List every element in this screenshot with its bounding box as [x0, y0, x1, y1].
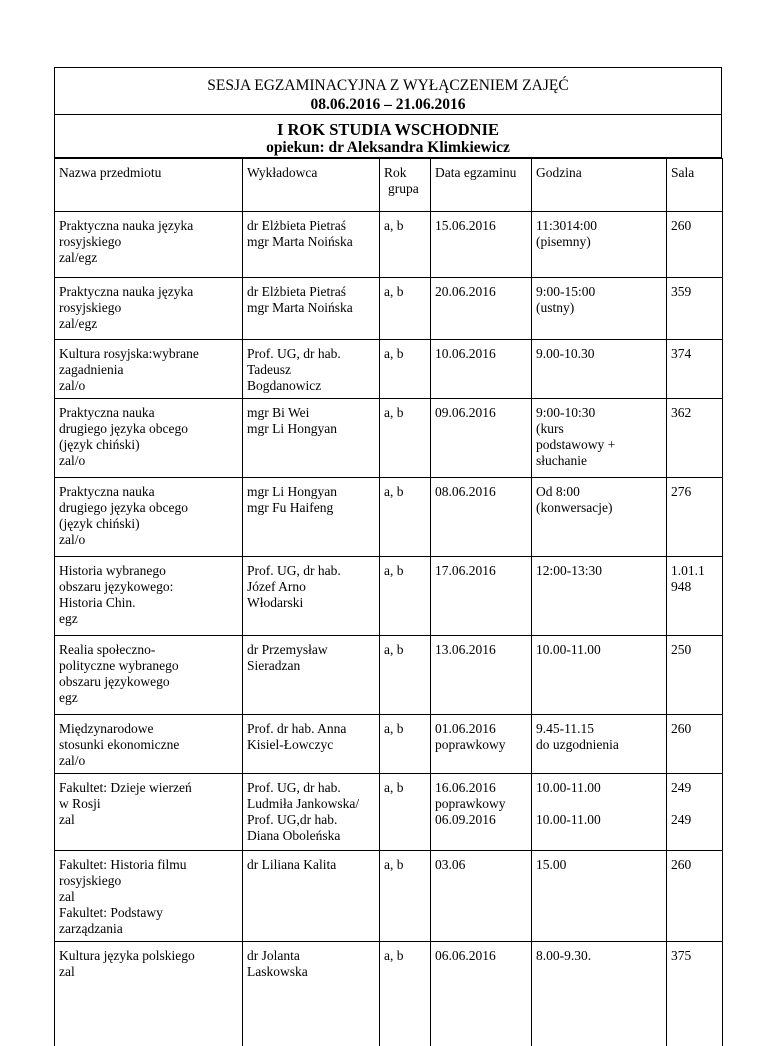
cell-exam-time: [532, 715, 667, 774]
cell-lecturer-line: Diana Oboleńska: [247, 828, 375, 844]
cell-exam-date: [431, 478, 532, 557]
cell-exam-time-line: 12:00-13:30: [536, 563, 662, 579]
program-header: [54, 115, 722, 158]
column-header-time: Godzina: [532, 159, 667, 212]
cell-lecturer-line: mgr Bi Wei: [247, 405, 375, 421]
cell-lecturer: [243, 478, 380, 557]
cell-lecturer: [243, 851, 380, 942]
cell-exam-date-line: 06.09.2016: [435, 812, 527, 828]
cell-lecturer-line: Prof. UG, dr hab.: [247, 346, 375, 362]
cell-exam-time-line: 9:00-10:30: [536, 405, 662, 421]
cell-room: [667, 774, 723, 851]
table-row: [55, 557, 723, 636]
cell-lecturer-line: Józef Arno: [247, 579, 375, 595]
cell-lecturer-line: Laskowska: [247, 964, 375, 980]
cell-subject-line: Praktyczna nauka: [59, 484, 238, 500]
table-row: [55, 478, 723, 557]
cell-room: [667, 340, 723, 399]
cell-room-line: 1.01.1: [671, 563, 718, 579]
cell-subject-line: Fakultet: Dzieje wierzeń: [59, 780, 238, 796]
cell-exam-date: [431, 399, 532, 478]
cell-lecturer: [243, 399, 380, 478]
cell-lecturer-line: Sieradzan: [247, 658, 375, 674]
cell-subject-line: Kultura rosyjska:wybrane: [59, 346, 238, 362]
cell-lecturer: [243, 557, 380, 636]
column-header-year: Rok: [384, 165, 426, 181]
cell-exam-date-line: 13.06.2016: [435, 642, 527, 658]
session-dates: 08.06.2016 – 21.06.2016: [55, 95, 721, 114]
cell-lecturer-line: Bogdanowicz: [247, 378, 375, 394]
cell-exam-date-line: 01.06.2016: [435, 721, 527, 737]
cell-subject-line: (język chiński): [59, 437, 238, 453]
table-row: [55, 278, 723, 340]
cell-lecturer: [243, 340, 380, 399]
cell-subject-line: drugiego języka obcego: [59, 500, 238, 516]
cell-subject-line: Historia Chin.: [59, 595, 238, 611]
cell-subject-line: zal/egz: [59, 250, 238, 266]
cell-subject-line: polityczne wybranego: [59, 658, 238, 674]
cell-room: [667, 399, 723, 478]
cell-exam-date-line: 10.06.2016: [435, 346, 527, 362]
cell-room-line: [671, 796, 718, 812]
cell-year-group: a, b: [380, 478, 431, 557]
cell-subject-line: zal: [59, 812, 238, 828]
column-header-group: grupa: [384, 181, 426, 197]
cell-lecturer: [243, 774, 380, 851]
cell-lecturer-line: Tadeusz: [247, 362, 375, 378]
cell-lecturer: [243, 636, 380, 715]
cell-year-group: a, b: [380, 399, 431, 478]
cell-exam-time-line: (konwersacje): [536, 500, 662, 516]
cell-exam-time-line: [536, 796, 662, 812]
cell-subject: [55, 212, 243, 278]
cell-exam-time: [532, 340, 667, 399]
cell-lecturer-line: dr Elżbieta Pietraś: [247, 284, 375, 300]
cell-exam-time-line: (pisemny): [536, 234, 662, 250]
cell-exam-time: [532, 278, 667, 340]
cell-year-group: a, b: [380, 557, 431, 636]
table-row: [55, 851, 723, 942]
cell-room-line: 374: [671, 346, 718, 362]
cell-lecturer-line: Prof. dr hab. Anna: [247, 721, 375, 737]
cell-exam-date-line: 20.06.2016: [435, 284, 527, 300]
cell-subject: [55, 340, 243, 399]
column-header-date: Data egzaminu: [431, 159, 532, 212]
cell-subject-line: Praktyczna nauka języka: [59, 218, 238, 234]
cell-subject-line: egz: [59, 690, 238, 706]
cell-subject-line: Praktyczna nauka: [59, 405, 238, 421]
cell-year-group: a, b: [380, 340, 431, 399]
column-header-lecturer: Wykładowca: [243, 159, 380, 212]
cell-lecturer-line: Ludmiła Jankowska/: [247, 796, 375, 812]
cell-exam-time-line: 9:00-15:00: [536, 284, 662, 300]
table-row: [55, 715, 723, 774]
cell-exam-date: [431, 278, 532, 340]
cell-exam-date: [431, 557, 532, 636]
cell-lecturer-line: dr Liliana Kalita: [247, 857, 375, 873]
cell-exam-date: [431, 715, 532, 774]
cell-subject-line: rosyjskiego: [59, 873, 238, 889]
cell-room-line: 260: [671, 721, 718, 737]
table-row: [55, 212, 723, 278]
cell-subject-line: zagadnienia: [59, 362, 238, 378]
cell-room: [667, 715, 723, 774]
cell-room-line: 948: [671, 579, 718, 595]
cell-subject-line: rosyjskiego: [59, 234, 238, 250]
cell-exam-time: [532, 212, 667, 278]
table-row: [55, 340, 723, 399]
cell-lecturer-line: Prof. UG, dr hab.: [247, 780, 375, 796]
cell-lecturer-line: dr Jolanta: [247, 948, 375, 964]
cell-exam-time-line: do uzgodnienia: [536, 737, 662, 753]
cell-lecturer: [243, 212, 380, 278]
cell-subject-line: Realia społeczno-: [59, 642, 238, 658]
cell-room-line: 250: [671, 642, 718, 658]
cell-year-group: a, b: [380, 715, 431, 774]
cell-room-line: 359: [671, 284, 718, 300]
cell-exam-time-line: 10.00-11.00: [536, 642, 662, 658]
cell-room: [667, 851, 723, 942]
cell-exam-time-line: Od 8:00: [536, 484, 662, 500]
table-row: [55, 774, 723, 851]
cell-year-group: a, b: [380, 851, 431, 942]
cell-subject-line: stosunki ekonomiczne: [59, 737, 238, 753]
cell-year-group: a, b: [380, 278, 431, 340]
cell-exam-time-line: 10.00-11.00: [536, 780, 662, 796]
cell-exam-date: [431, 340, 532, 399]
cell-subject-line: egz: [59, 611, 238, 627]
cell-subject-line: zal/o: [59, 453, 238, 469]
supervisor-line: opiekun: dr Aleksandra Klimkiewicz: [55, 139, 721, 157]
cell-subject-line: zal/o: [59, 532, 238, 548]
cell-subject-line: zal/o: [59, 378, 238, 394]
cell-exam-time-line: 9.00-10.30: [536, 346, 662, 362]
cell-subject: [55, 774, 243, 851]
cell-lecturer: [243, 715, 380, 774]
cell-lecturer-line: Prof. UG,dr hab.: [247, 812, 375, 828]
cell-exam-date-line: 08.06.2016: [435, 484, 527, 500]
cell-exam-time-line: 11:3014:00: [536, 218, 662, 234]
cell-exam-time: [532, 478, 667, 557]
cell-exam-date-line: 03.06: [435, 857, 527, 873]
exam-schedule-sheet: [54, 67, 722, 1046]
cell-subject-line: Fakultet: Podstawy: [59, 905, 238, 921]
cell-subject-line: Historia wybranego: [59, 563, 238, 579]
cell-room-line: 362: [671, 405, 718, 421]
table-row: [55, 636, 723, 715]
cell-room: [667, 557, 723, 636]
cell-exam-time-line: 9.45-11.15: [536, 721, 662, 737]
cell-year-group: a, b: [380, 942, 431, 1046]
cell-exam-time: [532, 636, 667, 715]
cell-lecturer-line: Włodarski: [247, 595, 375, 611]
cell-subject-line: zal: [59, 889, 238, 905]
cell-year-group: a, b: [380, 636, 431, 715]
cell-lecturer-line: Prof. UG, dr hab.: [247, 563, 375, 579]
cell-exam-time-line: słuchanie: [536, 453, 662, 469]
cell-year-group: a, b: [380, 774, 431, 851]
session-title: SESJA EGZAMINACYJNA Z WYŁĄCZENIEM ZAJĘĆ: [55, 76, 721, 95]
cell-lecturer-line: dr Przemysław: [247, 642, 375, 658]
cell-exam-time: [532, 557, 667, 636]
cell-lecturer-line: mgr Marta Noińska: [247, 234, 375, 250]
cell-subject-line: Praktyczna nauka języka: [59, 284, 238, 300]
cell-room-line: 249: [671, 780, 718, 796]
cell-exam-date-line: poprawkowy: [435, 737, 527, 753]
cell-exam-date-line: 09.06.2016: [435, 405, 527, 421]
cell-exam-date: [431, 212, 532, 278]
cell-subject-line: drugiego języka obcego: [59, 421, 238, 437]
cell-room-line: 375: [671, 948, 718, 964]
cell-exam-date: [431, 851, 532, 942]
cell-subject-line: obszaru językowego: [59, 674, 238, 690]
cell-room: [667, 212, 723, 278]
cell-exam-date-line: 06.06.2016: [435, 948, 527, 964]
cell-subject: [55, 715, 243, 774]
cell-subject-line: obszaru językowego:: [59, 579, 238, 595]
cell-subject: [55, 278, 243, 340]
cell-room: [667, 636, 723, 715]
cell-exam-time-line: (kurs: [536, 421, 662, 437]
cell-lecturer-line: mgr Marta Noińska: [247, 300, 375, 316]
cell-exam-time-line: podstawowy +: [536, 437, 662, 453]
session-header: [54, 67, 722, 115]
cell-exam-date-line: poprawkowy: [435, 796, 527, 812]
cell-exam-time: [532, 399, 667, 478]
cell-exam-date: [431, 636, 532, 715]
cell-room-line: 260: [671, 857, 718, 873]
cell-lecturer-line: mgr Li Hongyan: [247, 484, 375, 500]
cell-subject-line: Kultura języka polskiego: [59, 948, 238, 964]
cell-subject-line: zal/egz: [59, 316, 238, 332]
cell-exam-time: [532, 851, 667, 942]
cell-exam-date: [431, 774, 532, 851]
cell-room-line: 260: [671, 218, 718, 234]
program-title: I ROK STUDIA WSCHODNIE: [55, 120, 721, 139]
cell-subject: [55, 399, 243, 478]
cell-exam-date-line: 15.06.2016: [435, 218, 527, 234]
cell-lecturer-line: Kisiel-Łowczyc: [247, 737, 375, 753]
cell-subject-line: (język chiński): [59, 516, 238, 532]
cell-room: [667, 478, 723, 557]
cell-exam-date-line: 16.06.2016: [435, 780, 527, 796]
cell-room-line: 249: [671, 812, 718, 828]
cell-exam-time-line: (ustny): [536, 300, 662, 316]
table-header-row: [55, 159, 723, 212]
cell-exam-time: [532, 774, 667, 851]
cell-exam-time-line: 8.00-9.30.: [536, 948, 662, 964]
cell-subject-line: rosyjskiego: [59, 300, 238, 316]
cell-subject-line: zal: [59, 964, 238, 980]
cell-lecturer-line: dr Elżbieta Pietraś: [247, 218, 375, 234]
cell-exam-time-line: 10.00-11.00: [536, 812, 662, 828]
column-header-room: Sala: [667, 159, 723, 212]
cell-room: [667, 278, 723, 340]
cell-subject-line: zarządzania: [59, 921, 238, 937]
cell-lecturer-line: mgr Li Hongyan: [247, 421, 375, 437]
cell-subject: [55, 636, 243, 715]
cell-subject-line: Fakultet: Historia filmu: [59, 857, 238, 873]
cell-subject: [55, 478, 243, 557]
exam-table: [54, 158, 723, 1046]
cell-subject: [55, 557, 243, 636]
column-header-subject: Nazwa przedmiotu: [55, 159, 243, 212]
cell-year-group: a, b: [380, 212, 431, 278]
cell-exam-time-line: 15.00: [536, 857, 662, 873]
cell-subject-line: zal/o: [59, 753, 238, 769]
cell-lecturer-line: mgr Fu Haifeng: [247, 500, 375, 516]
cell-room-line: 276: [671, 484, 718, 500]
cell-exam-date-line: 17.06.2016: [435, 563, 527, 579]
cell-lecturer: [243, 278, 380, 340]
table-row: [55, 399, 723, 478]
cell-subject: [55, 851, 243, 942]
column-header-year-group: [380, 159, 431, 212]
cell-subject-line: Międzynarodowe: [59, 721, 238, 737]
cell-subject-line: w Rosji: [59, 796, 238, 812]
